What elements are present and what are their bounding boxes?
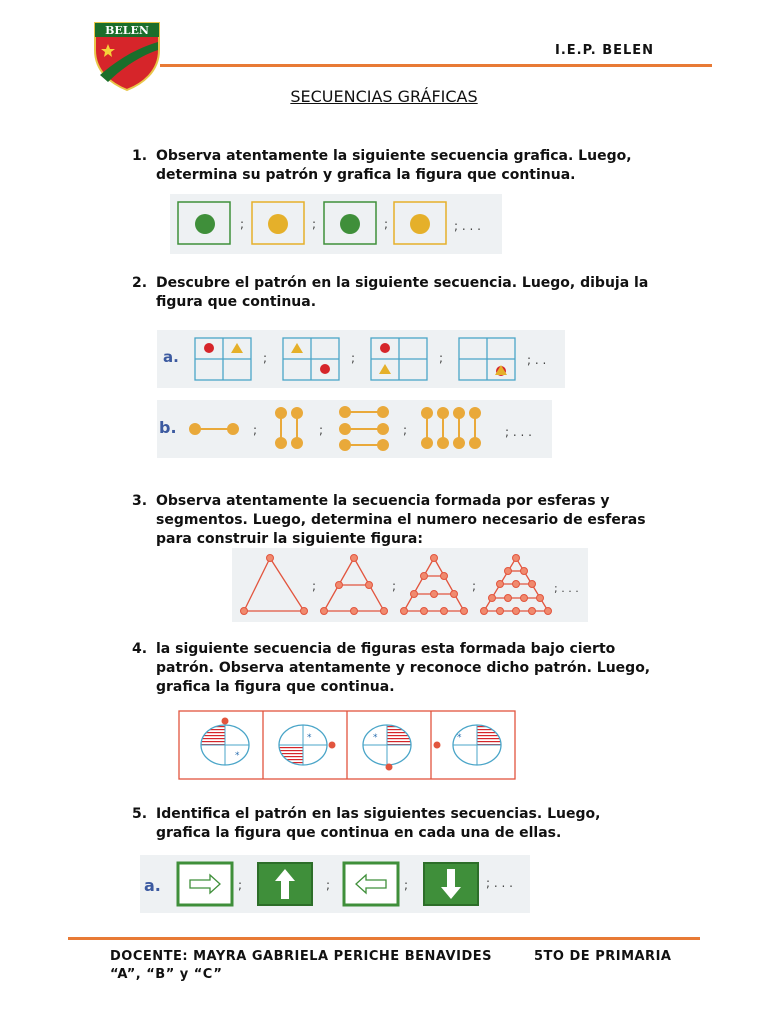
figure-q2a-sequence [157,330,565,388]
question-number: 5. [132,806,148,822]
ellipsis: ; . . [527,353,547,367]
separator: ; [319,423,324,437]
figure-q5a-arrows [140,855,530,913]
question-number: 2. [132,275,148,291]
separator: ; [326,878,331,892]
question-text: la siguiente secuencia de figuras esta formada bajo cierto patrón. Observa atentamente y reconoce dicho patrón. Luego, grafica la figura que continua. [156,641,651,695]
question-3 [132,492,652,549]
school-logo [92,20,162,92]
label-a: a. [144,876,161,895]
label-a: a. [163,348,179,366]
header-divider [160,64,712,67]
separator: ; [263,351,268,365]
question-number: 1. [132,148,148,164]
asterisk-mark: * [457,733,462,743]
separator: ; [439,351,444,365]
separator: ; [238,878,243,892]
figure-q4-circles [177,705,517,781]
logo-text: BELEN [105,24,149,37]
separator: ; [472,579,477,593]
separator: ; [351,351,356,365]
footer-divider [68,937,700,940]
class-groups: “A”, “B” y “C” [110,967,223,982]
question-1 [132,147,652,185]
asterisk-mark: * [307,733,312,743]
asterisk-mark: * [373,733,378,743]
figure-q3-triangles [232,548,588,622]
question-text: Descubre el patrón en la siguiente secuencia. Luego, dibuja la figura que continua. [156,275,649,310]
asterisk-mark: * [235,751,240,761]
question-text: Observa atentamente la secuencia formada por esferas y segmentos. Luego, determina el numero necesario de esferas para construir la siguiente figura: [156,493,646,547]
question-number: 4. [132,641,148,657]
separator: ; [404,878,409,892]
footer [110,948,690,982]
page-title: SECUENCIAS GRÁFICAS [290,87,478,106]
question-text: Observa atentamente la siguiente secuencia grafica. Luego, determina su patrón y grafica la figura que continua. [156,148,632,183]
question-4 [132,640,652,697]
separator: ; [253,423,258,437]
separator: ; [403,423,408,437]
figure-q1-sequence [170,194,502,254]
question-2 [132,274,652,312]
school-name: I.E.P. BELEN [555,43,655,58]
ellipsis: ; . . . [554,582,579,595]
separator: ; [312,579,317,593]
question-number: 3. [132,493,148,509]
figure-q2b-sequence [157,400,552,458]
separator: ; [384,217,389,231]
label-b: b. [159,418,177,437]
ellipsis: ; . . . [486,876,513,890]
teacher-name: DOCENTE: MAYRA GABRIELA PERICHE BENAVIDES [110,949,492,964]
question-5 [132,805,652,843]
ellipsis: ; . . . [505,425,532,439]
separator: ; [312,217,317,231]
ellipsis: ; . . . [454,219,481,233]
separator: ; [240,217,245,231]
separator: ; [392,579,397,593]
grade-level: 5TO DE PRIMARIA [534,949,672,964]
question-text: Identifica el patrón en las siguientes secuencias. Luego, grafica la figura que continua en cada una de ellas. [156,806,601,841]
